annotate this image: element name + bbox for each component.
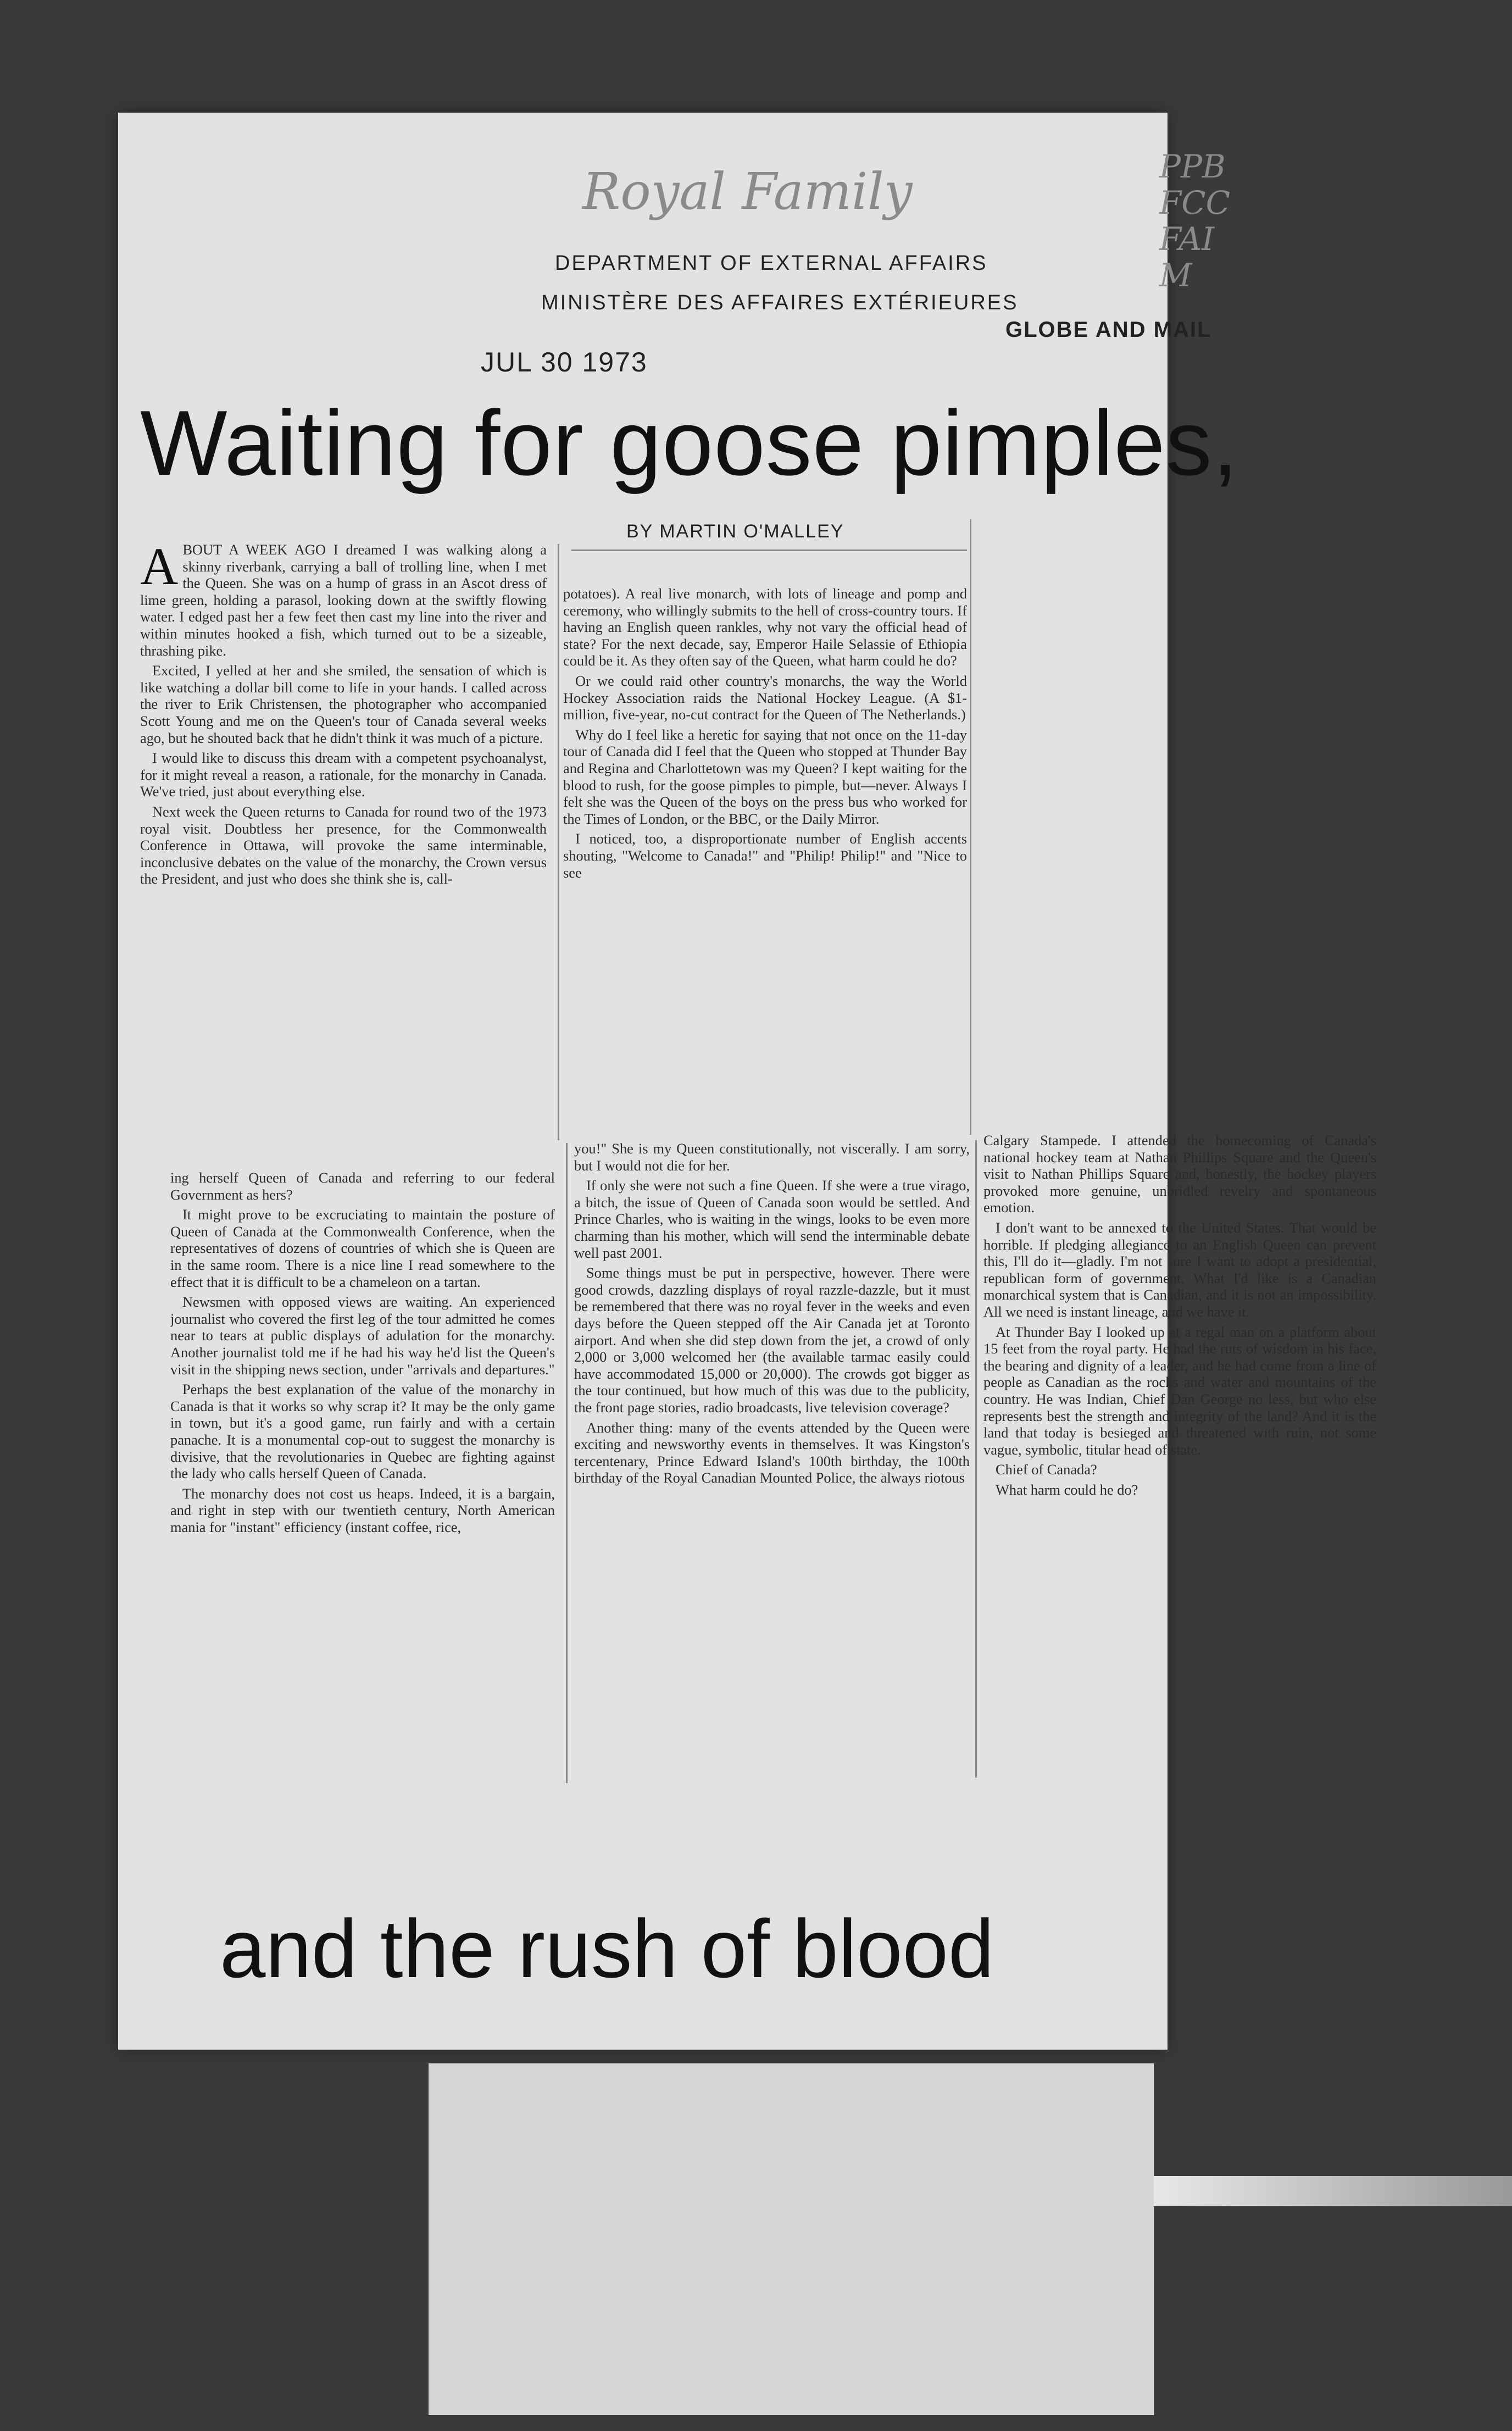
mounting-tape <box>429 2063 1154 2415</box>
column-2-top <box>563 585 967 1151</box>
byline: BY MARTIN O'MALLEY <box>626 521 844 542</box>
paragraph: I would like to discuss this dream with a competent psychoanalyst, for it might reveal a reason, a rationale, for the monarchy in Canada. We've tried, just about everything else. <box>140 750 547 800</box>
paragraph: Newsmen with opposed views are waiting. An experienced journalist who covered the first leg of the tour admitted he comes near to tears at public displays of adulation for the monarchy. Another journalist told me if he had his way he'd list the Queen's visit in the shipping news section, under "arrivals and departures." <box>170 1294 555 1378</box>
handwritten-note: Royal Family <box>582 162 913 221</box>
paragraph: Or we could raid other country's monarchs, the way the World Hockey Association raids the National Hockey League. (A $1-million, five-year, no-cut contract for the Queen of The Netherlands.) <box>563 672 967 723</box>
footer-headline: and the rush of blood <box>220 1902 994 1995</box>
column-3-bottom <box>983 1132 1376 1742</box>
paragraph: Chief of Canada? <box>996 1461 1097 1478</box>
column-1-top <box>140 541 547 1146</box>
paragraph: Why do I feel like a heretic for saying that not once on the 11-day tour of Canada did I feel that the Queen who stopped at Thunder Bay and Regina and Charlottetown was my Queen? I kept waiting for the blood to rush, for the goose pimples to pimple, but—never. Always I felt she was the Queen of the boys on the press bus who worked for the Times of London, or the BBC, or the Daily Mirror. <box>563 726 967 827</box>
code-3: FAI <box>1159 220 1214 258</box>
column-divider-lower-right <box>975 1140 977 1778</box>
department-english: DEPARTMENT OF EXTERNAL AFFAIRS <box>555 252 988 275</box>
paragraph <box>140 541 547 659</box>
paragraph: Perhaps the best explanation of the value of the monarchy in Canada is that it works so why scrap it? It may be the only game in town, but it's a good game, run fairly and with a certain panache. It is a monumental cop-out to suggest the monarchy is divisive, that the revolutionaries in Quebec are fighting against the lady who calls herself Queen of Canada. <box>170 1381 555 1482</box>
paragraph: The monarchy does not cost us heaps. Indeed, it is a bargain, and right in step with our twentieth century, North American mania for "instant" efficiency (instant coffee, rice, <box>170 1485 555 1535</box>
paragraph: ing herself Queen of Canada and referring to our federal Government as hers? <box>170 1169 555 1203</box>
paragraph: I don't want to be annexed to the United States. That would be horrible. If pledging allegiance to an English Queen can prevent this, I'll do it—gladly. I'm not sure I want to adopt a presidential, republican form of government. What I'd like is a Canadian monarchical system that is Canadian, and it is not an impossibility. All we need is instant lineage, and we have it. <box>983 1219 1376 1320</box>
column-divider <box>558 544 559 1140</box>
paragraph: What harm could he do? <box>996 1481 1138 1498</box>
paragraph: At Thunder Bay I looked up at a regal man on a platform about 15 feet from the royal party. He had the ruts of wisdom in his face, the bearing and dignity of a leader, and he had come from a line of people as Canadian as the rocks and water and mountains of the country. He was Indian, Chief Dan George no less, but who else represents best the strength and integrity of the land? And it is the land that today is besieged and threatened with ruin, not some vague, symbolic, titular head of state. <box>983 1323 1376 1458</box>
department-french: MINISTÈRE DES AFFAIRES EXTÉRIEURES <box>541 291 1019 314</box>
column-divider-lower <box>566 1143 568 1783</box>
paragraph: potatoes). A real live monarch, with lots of lineage and pomp and ceremony, who willingly submits to the hell of cross-country tours. If having an English queen rankles, why not vary the official head of state? For the next decade, say, Emperor Haile Selassie of Ethiopia could be it. As they often say of the Queen, what harm could he do? <box>563 585 967 669</box>
paragraph: Calgary Stampede. I attended the homecoming of Canada's national hockey team at Nathan Phillips Square and the Queen's visit to Nathan Phillips Square and, honestly, the hockey players provoked more genuine, unbridled revelry and spontaneous emotion. <box>983 1132 1376 1216</box>
paragraph: It might prove to be excruciating to maintain the posture of Queen of Canada at the Commonwealth Conference, when the representatives of dozens of countries of which she is Queen are in the same room. There is a nice line I read somewhere to the effect that it is difficult to be a chameleon on a tartan. <box>170 1206 555 1290</box>
code-4: M <box>1159 257 1192 294</box>
paragraph: you!" She is my Queen constitutionally, not viscerally. I am sorry, but I would not die for her. <box>574 1140 970 1174</box>
paragraph: Excited, I yelled at her and she smiled, the sensation of which is like watching a dollar bill come to life in your hands. I called across the river to Erik Christensen, the photographer who accompanied Scott Young and me on the Queen's tour of Canada several weeks ago, but he shouted back that he didn't think it was much of a picture. <box>140 662 547 746</box>
headline: Waiting for goose pimples, <box>140 391 1239 495</box>
handwritten-codes <box>1159 148 1230 294</box>
code-2: FCC <box>1159 184 1230 221</box>
paragraph: If only she were not such a fine Queen. If she were a true virago, a bitch, the issue of Queen of Canada soon would be settled. And Prince Charles, who is waiting in the wings, looks to be even more charming than his mother, which will send the interminable debate well past 2001. <box>574 1177 970 1261</box>
byline-rule <box>571 550 967 551</box>
column-divider-right <box>970 519 971 1135</box>
paragraph: I noticed, too, a disproportionate number of English accents shouting, "Welcome to Canada!" and "Philip! Philip!" and "Nice to see <box>563 830 967 881</box>
column-2-bottom <box>574 1140 970 1734</box>
code-1: PPB <box>1159 148 1226 185</box>
column-1-bottom <box>170 1169 555 1782</box>
date-stamp: JUL 30 1973 <box>481 347 648 378</box>
paragraph-text: BOUT A WEEK AGO I dreamed I was walking along a skinny riverbank, carrying a ball of trolling line, when I met the Queen. She was on a hump of grass in an Ascot dress of lime green, holding a parasol, looking down at the swiftly flowing water. I edged past her a few feet then cast my line into the river and within minutes hooked a fish, which turned out to be a sizeable, thrashing pike. <box>140 541 547 659</box>
paragraph: Next week the Queen returns to Canada for round two of the 1973 royal visit. Doubtless her presence, for the Commonwealth Conference in Ottawa, will provoke the same interminable, inconclusive debates on the value of the monarchy, the Crown versus the President, and just who does she think she is, call- <box>140 803 547 887</box>
paragraph: Some things must be put in perspective, however. There were good crowds, dazzling displays of royal razzle-dazzle, but it must be remembered that there was no royal fever in the weeks and even days before the Queen stepped off the Air Canada jet at Toronto airport. And when she did step down from the jet, a crowd of only 2,000 or 3,000 welcomed her (the available tarmac easily could have accommodated 15,000 or 20,000). The crowds got bigger as the tour continued, but how much of this was due to the publicity, the front page stories, radio broadcasts, live television coverage? <box>574 1264 970 1416</box>
paragraph: Another thing: many of the events attended by the Queen were exciting and newsworthy events in themselves. It was Kingston's tercentenary, Prince Edward Island's 100th birthday, the 100th birthday of the Royal Canadian Mounted Police, the always riotous <box>574 1419 970 1486</box>
source-stamp: GLOBE AND MAIL <box>1005 318 1212 342</box>
drop-cap: A <box>140 541 179 596</box>
light-streak <box>1154 2176 1512 2206</box>
